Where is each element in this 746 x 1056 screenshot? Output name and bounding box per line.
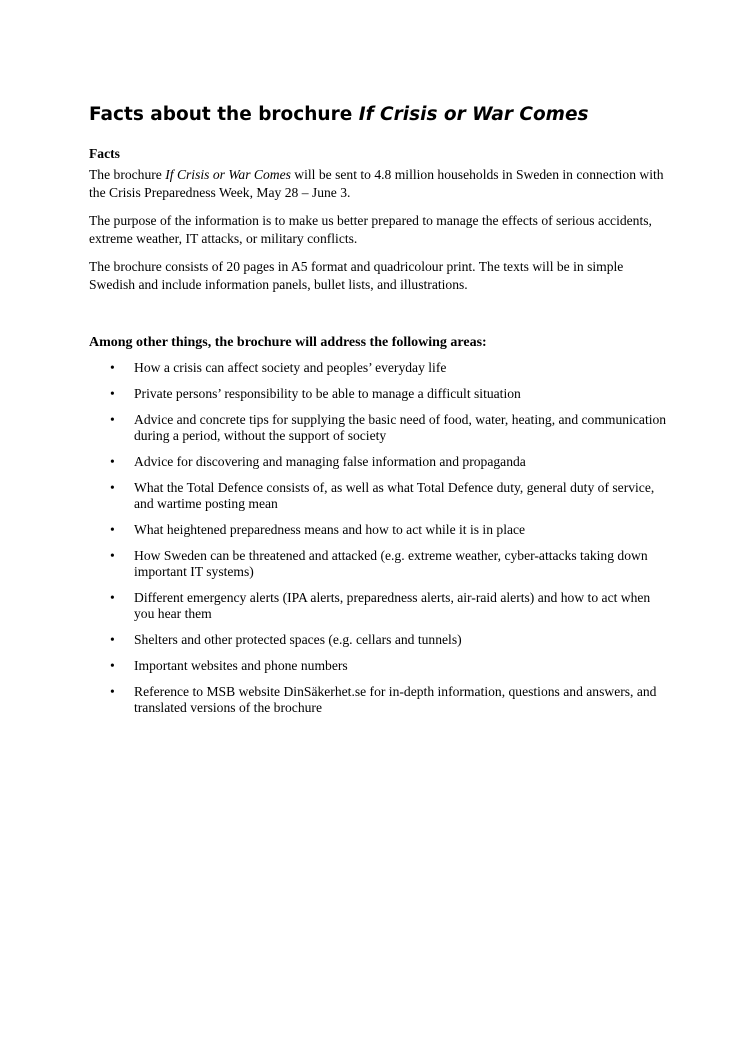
list-item [89,658,669,674]
title-prefix: Facts about the brochure [89,104,359,125]
list-item-text: Shelters and other protected spaces (e.g. cellars and tunnels) [134,632,462,647]
document-title [89,103,669,127]
facts-paragraph-1 [89,166,669,202]
list-item [89,360,669,376]
facts-heading: Facts [89,146,120,161]
paragraph1-after: will be sent to 4.8 million households in Sweden in connection with the Crisis Preparedness Week, May 28 – June 3. [89,167,664,200]
bullet-icon: • [110,522,115,537]
list-item [89,480,669,512]
title-brochure-name: If Crisis or War Comes [358,104,589,125]
paragraph1-brochure-name: If Crisis or War Comes [165,167,291,182]
list-item [89,590,669,622]
bullet-icon: • [110,386,115,401]
areas-list [89,360,669,716]
list-item-text: How a crisis can affect society and peoples’ everyday life [134,360,447,375]
list-item-text: Advice and concrete tips for supplying the basic need of food, water, heating, and communication during a period, without the support of society [134,412,667,443]
bullet-icon: • [110,632,115,647]
list-item-text: Advice for discovering and managing false information and propaganda [134,454,526,469]
list-item [89,684,669,716]
bullet-icon: • [110,454,115,469]
list-item [89,454,669,470]
bullet-icon: • [110,360,115,375]
list-item [89,632,669,648]
list-item-text: How Sweden can be threatened and attacked (e.g. extreme weather, cyber-attacks taking down important IT systems) [134,548,648,579]
bullet-icon: • [110,412,115,427]
facts-paragraph-2: The purpose of the information is to make us better prepared to manage the effects of serious accidents, extreme weather, IT attacks, or military conflicts. [89,213,652,246]
list-item-text: Reference to MSB website DinSäkerhet.se for in-depth information, questions and answers, and translated versions of the brochure [134,684,657,715]
areas-heading: Among other things, the brochure will address the following areas: [89,335,487,350]
list-item [89,548,669,580]
list-item [89,522,669,538]
list-item-text: What the Total Defence consists of, as well as what Total Defence duty, general duty of service, and wartime posting mean [134,480,655,511]
document-page [89,103,669,726]
list-item [89,386,669,402]
paragraph1-before: The brochure [89,167,166,182]
list-item-text: Different emergency alerts (IPA alerts, preparedness alerts, air-raid alerts) and how to act when you hear them [134,590,651,621]
bullet-icon: • [110,548,115,563]
list-item-text: Important websites and phone numbers [134,658,348,673]
bullet-icon: • [110,590,115,605]
list-item-text: What heightened preparedness means and how to act while it is in place [134,522,526,537]
bullet-icon: • [110,480,115,495]
list-item-text: Private persons’ responsibility to be able to manage a difficult situation [134,386,521,401]
bullet-icon: • [110,684,115,699]
list-item [89,412,669,444]
facts-paragraph-3: The brochure consists of 20 pages in A5 format and quadricolour print. The texts will be in simple Swedish and include information panels, bullet lists, and illustrations. [89,259,624,292]
bullet-icon: • [110,658,115,673]
